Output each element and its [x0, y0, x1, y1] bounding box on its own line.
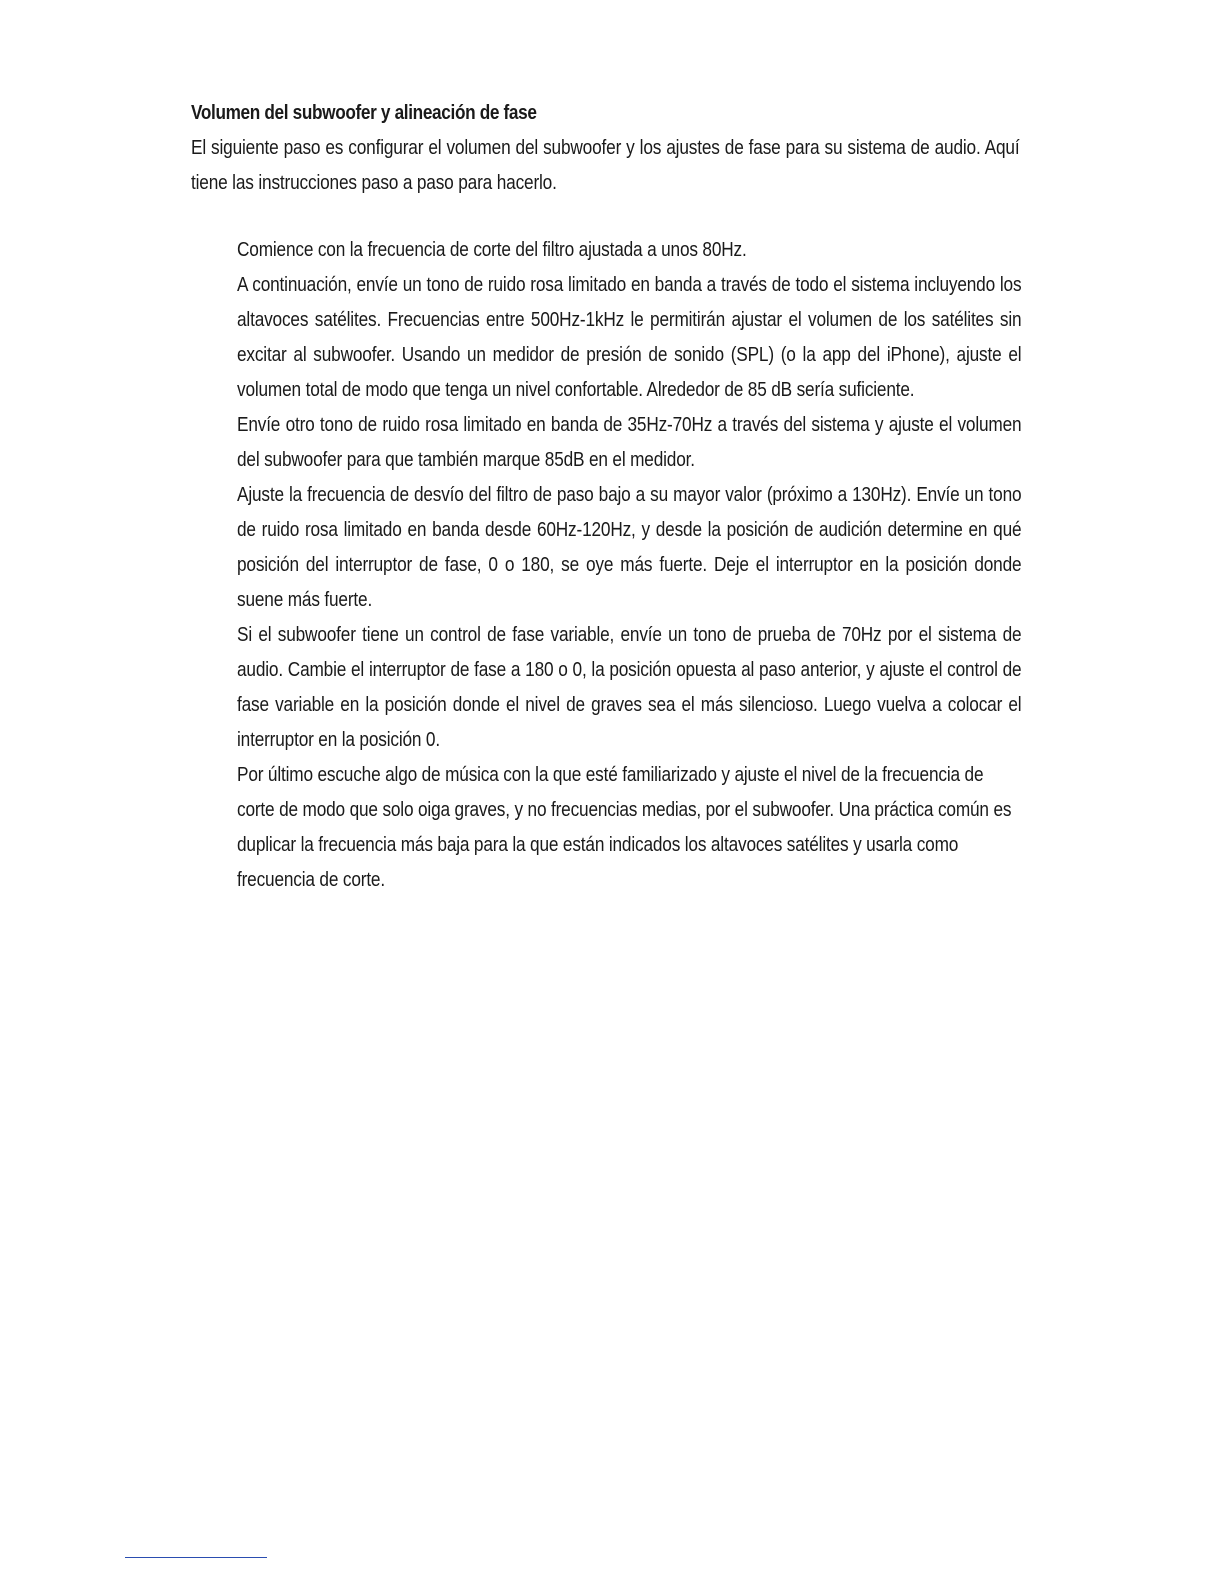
section-heading: Volumen del subwoofer y alineación de fase — [191, 102, 537, 124]
intro-paragraph: El siguiente paso es configurar el volumen del subwoofer y los ajustes de fase para su sistema de audio. Aquí tiene las instrucciones paso a paso para hacerlo. — [191, 137, 1020, 194]
step-item-4: Ajuste la frecuencia de desvío del filtro de paso bajo a su mayor valor (próximo a 130Hz). Envíe un tono de ruido rosa limitado en banda desde 60Hz-120Hz, y desde la posición de audición determine en qué posición del interruptor de fase, 0 o 180, se oye más fuerte. Deje el interruptor en la posición donde suene más fuerte. — [237, 484, 1022, 611]
step-item-1: Comience con la frecuencia de corte del filtro ajustada a unos 80Hz. — [237, 239, 747, 261]
footnote-separator — [125, 1557, 267, 1558]
step-item-6: Por último escuche algo de música con la que esté familiarizado y ajuste el nivel de la frecuencia de corte de modo que solo oiga graves, y no frecuencias medias, por el subwoofer. Una práctica común es duplicar la frecuencia más baja para la que están indicados los altavoces satélites y usarla como frecuencia de corte. — [237, 764, 1012, 891]
step-item-2: A continuación, envíe un tono de ruido rosa limitado en banda a través de todo el sistema incluyendo los altavoces satélites. Frecuencias entre 500Hz-1kHz le permitirán ajustar el volumen de los satélites sin excitar al subwoofer. Usando un medidor de presión de sonido (SPL) (o la app del iPhone), ajuste el volumen total de modo que tenga un nivel confortable. Alrededor de 85 dB sería suficiente. — [237, 274, 1022, 401]
steps-list — [237, 233, 1021, 898]
step-item-5: Si el subwoofer tiene un control de fase variable, envíe un tono de prueba de 70Hz por el sistema de audio. Cambie el interruptor de fase a 180 o 0, la posición opuesta al paso anterior, y ajuste el control de fase variable en la posición donde el nivel de graves sea el más silencioso. Luego vuelva a colocar el interruptor en la posición 0. — [237, 624, 1022, 751]
step-item-3: Envíe otro tono de ruido rosa limitado en banda de 35Hz-70Hz a través del sistema y ajuste el volumen del subwoofer para que también marque 85dB en el medidor. — [237, 414, 1022, 471]
